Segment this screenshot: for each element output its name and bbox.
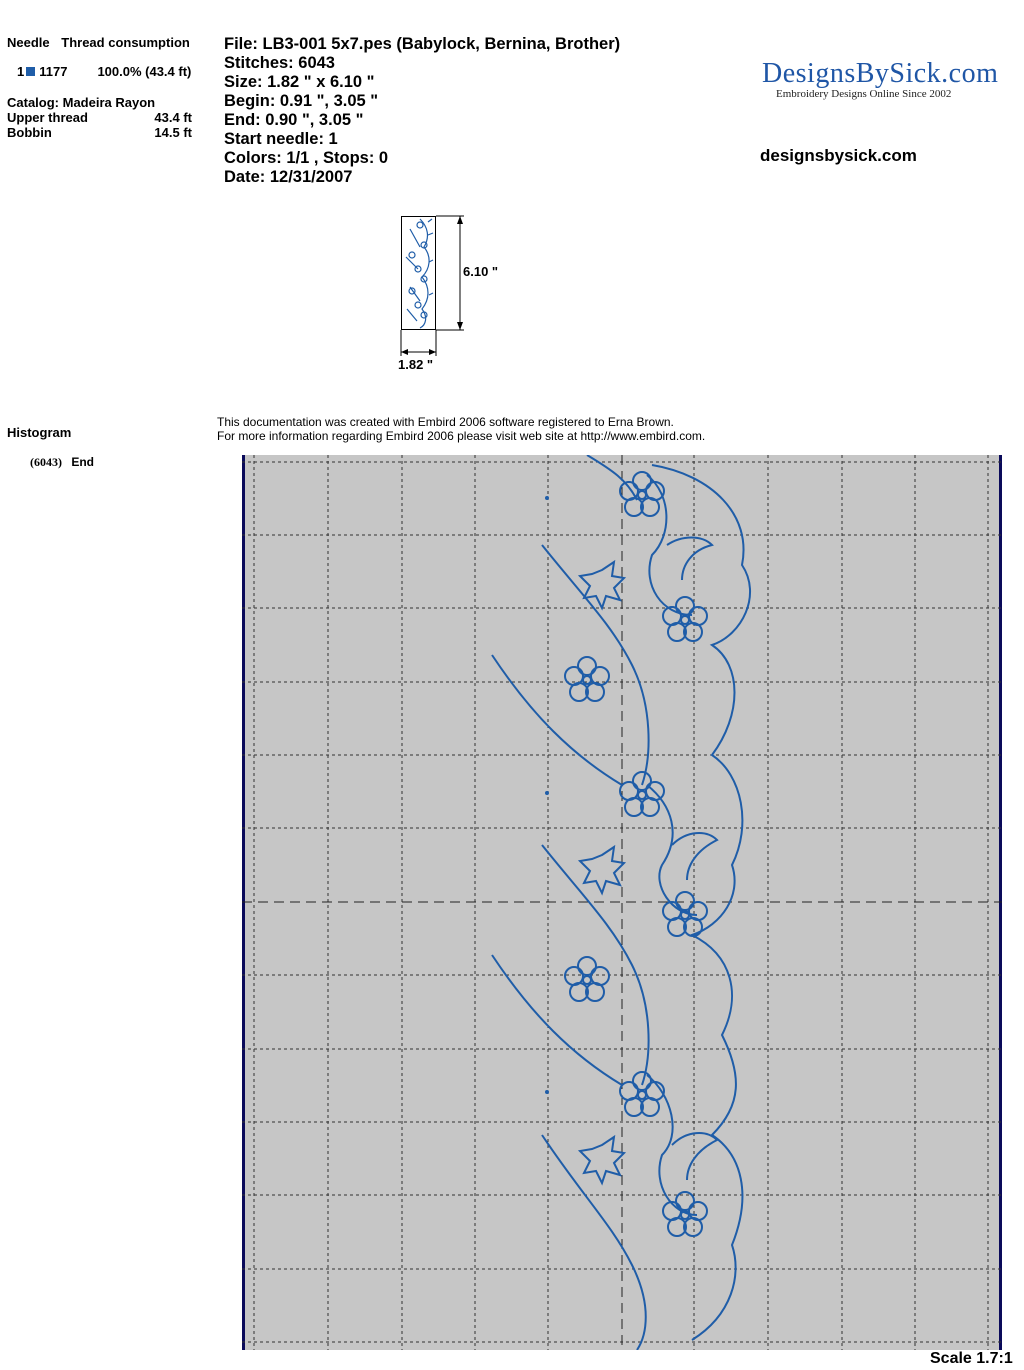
note-line-1: This documentation was created with Embird 2006 software registered to Erna Brown. [217,415,674,429]
catalog-label: Catalog: Madeira Rayon [7,95,156,110]
thread-consumption-header: Thread consumption [61,35,190,50]
documentation-note [217,415,705,443]
thread-consumption-value: 100.0% (43.4 ft) [97,64,192,79]
histogram-entry-label: End [71,455,95,469]
thread-color-code: 1177 [39,64,68,79]
file-name: File: LB3-001 5x7.pes (Babylock, Bernina, Brother) [224,35,621,53]
logo-wordmark: DesignsBySick.com [762,58,999,89]
embroidery-flowers [565,472,707,1236]
website-label: designsbysick.com [760,146,917,165]
upper-thread-value: 43.4 ft [154,110,192,125]
needle-column-header: Needle [7,35,50,50]
bobbin-label: Bobbin [7,125,52,140]
dimension-lines [398,212,468,360]
designsbysick-logo [760,58,999,102]
needle-number: 1 [17,64,25,79]
upper-thread-label: Upper thread [7,110,88,125]
stitch-count: Stitches: 6043 [224,54,335,72]
design-canvas [242,455,1002,1350]
histogram-entry [30,455,94,470]
file-info [224,35,620,187]
width-dimension-label: 1.82 " [398,357,434,372]
design-date: Date: 12/31/2007 [224,168,353,186]
bobbin-row [7,125,192,140]
thread-color-swatch [26,67,35,76]
end-point: End: 0.90 ", 3.05 " [224,111,364,129]
design-size: Size: 1.82 " x 6.10 " [224,73,375,91]
height-dimension-label: 6.10 " [463,264,499,279]
needle-row [17,64,191,79]
note-line-2: For more information regarding Embird 2006 please visit web site at http://www.embird.com. [217,429,706,443]
logo-tagline: Embroidery Designs Online Since 2002 [776,88,952,100]
embroidery-preview [242,455,1002,1350]
scale-label: Scale 1.7:1 [930,1350,1013,1367]
histogram-title: Histogram [7,425,72,440]
thread-table-header [7,35,198,50]
upper-thread-row [7,110,192,125]
colors-stops: Colors: 1/1 , Stops: 0 [224,149,389,167]
histogram-stitch-count: (6043) [30,455,62,469]
start-needle: Start needle: 1 [224,130,338,148]
begin-point: Begin: 0.91 ", 3.05 " [224,92,379,110]
stitch-marker-dots [545,496,549,1094]
bobbin-value: 14.5 ft [154,125,192,140]
